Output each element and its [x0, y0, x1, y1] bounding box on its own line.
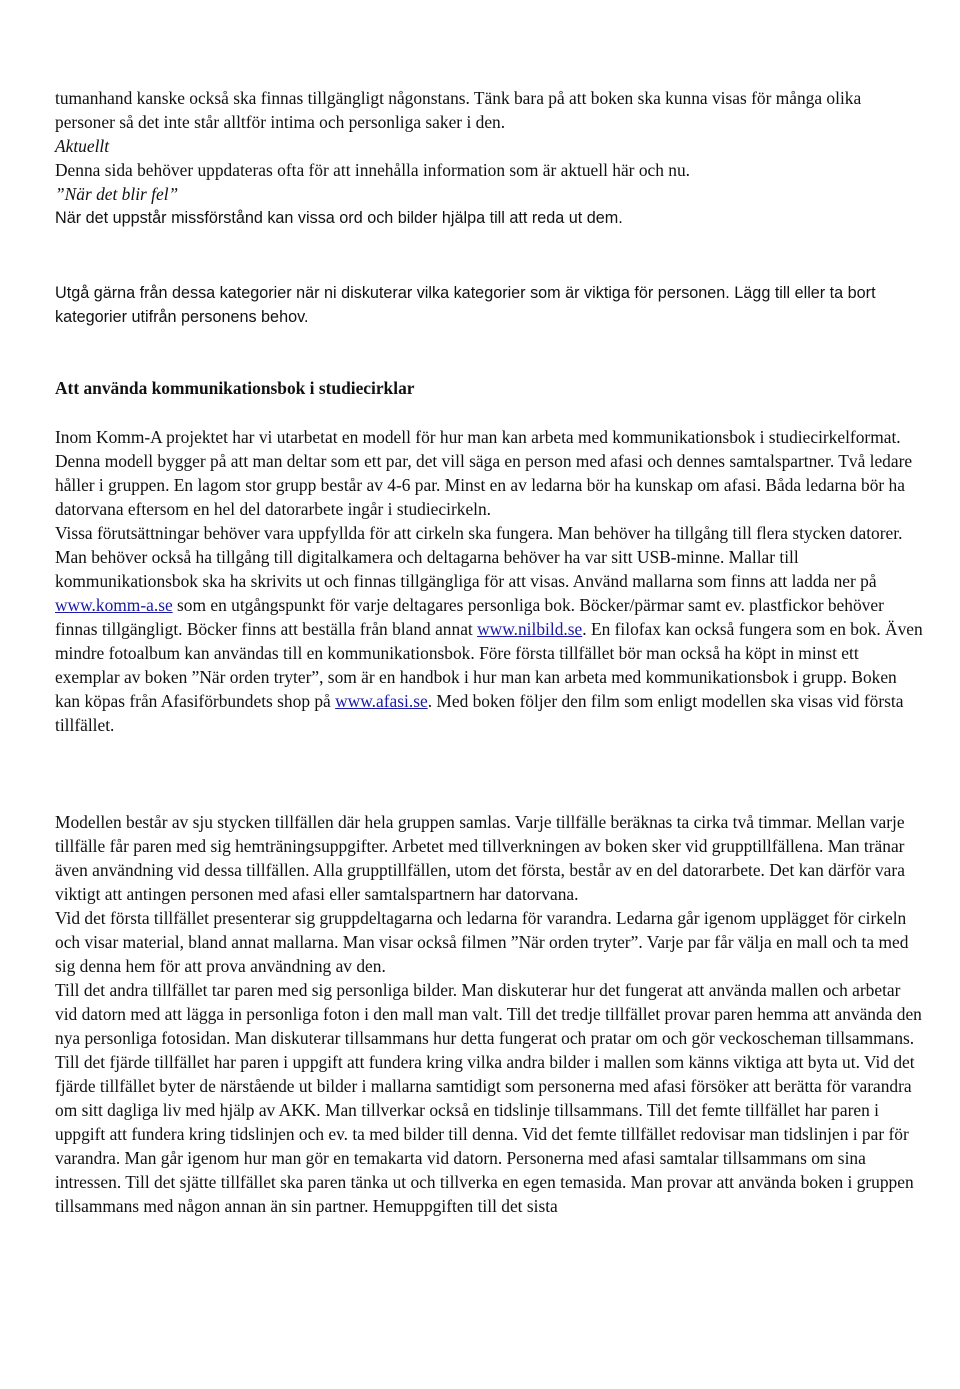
paragraph-forsta-tillfallet: Vid det första tillfället presenterar sig gruppdeltagarna och ledarna för varandra. Ledarna går igenom upplägget för cirkeln och visar material, bland annat mallarna. Man visar också filmen ”När orden tryter”. Varje par får välja en mall och ta med sig denna hem för att prova användning av den. [55, 908, 909, 976]
section-heading-block [55, 376, 925, 400]
paragraph-forutsattningar [55, 521, 925, 737]
fel-heading: ”När det blir fel” [55, 184, 179, 204]
fel-block [55, 182, 925, 206]
intro-paragraph: tumanhand kanske också ska finnas tillgängligt någonstans. Tänk bara på att boken ska kunna visas för många olika personer så det inte står alltför intima och personliga saker i den. [55, 88, 862, 132]
fel-text-block [55, 206, 925, 230]
nilbild-link[interactable]: www.nilbild.se [477, 619, 583, 639]
intro-block [55, 86, 925, 182]
afasi-link[interactable]: www.afasi.se [335, 691, 428, 711]
paragraph-modell: Inom Komm-A projektet har vi utarbetat en modell för hur man kan arbeta med kommunikationsbok i studiecirkelformat. Denna modell bygger på att man deltar som ett par, det vill säga en person med afasi och dennes samtalspartner. Två ledare håller i gruppen. En lagom stor grupp består av 4-6 par. Minst en av ledarna bör ha kunskap om afasi. Båda ledarna bör ha datorvana eftersom en hel del datorarbete ingår i studiecirkeln. [55, 427, 913, 519]
text-segment: . En filofax kan också fungera som en bok. Även mindre fotoalbum kan användas till en kommunikationsbok. Före första tillfället bör man också ha köpt in minst ett exemplar av boken ”När orden tryter”, som är en handbok i hur man kan arbeta med kommunikationsbok i grupp. Boken kan köpas från Afasiförbundets shop på [55, 619, 923, 711]
komm-a-link[interactable]: www.komm-a.se [55, 595, 173, 615]
section-body-2 [55, 810, 925, 1218]
aktuellt-text: Denna sida behöver uppdateras ofta för att innehålla information som är aktuell här och nu. [55, 160, 691, 180]
text-segment: som en utgångspunkt för varje deltagares personliga bok. Böcker/pärmar samt ev. plastfickor behöver finnas tillgängligt. Böcker finns att beställa från bland annat [55, 595, 884, 639]
kategorier-text: Utgå gärna från dessa kategorier när ni diskuterar vilka kategorier som är viktiga för personen. Lägg till eller ta bort kategorier utifrån personens behov. [55, 284, 876, 326]
text-segment: Vissa förutsättningar behöver vara uppfyllda för att cirkeln ska fungera. Man behöver ha tillgång till flera stycken datorer. Man behöver också ha tillgång till digitalkamera och deltagarna behöver ha var sitt USB-minne. Mallar till kommunikationsbok ska ha skrivits ut och finnas tillgängliga för att visas. Använd mallarna som finns att ladda ner på [55, 523, 903, 591]
section-heading: Att använda kommunikationsbok i studiecirklar [55, 378, 415, 398]
paragraph-modellen: Modellen består av sju stycken tillfällen där hela gruppen samlas. Varje tillfälle beräknas ta cirka två timmar. Mellan varje tillfälle får paren med sig hemträningsuppgifter. Arbetet med tillverkningen av boken sker vid grupptillfällena. Man tränar även användning vid dessa tillfällen. Alla grupptillfällen, utom det första, består av en del datorarbete. Det kan därför vara viktigt att antingen personen med afasi eller samtalspartnern har datorvana. [55, 812, 905, 904]
section-body-1 [55, 425, 925, 737]
kategorier-block [55, 281, 925, 329]
text-segment: . Med boken följer den film som enligt modellen ska visas vid första tillfället. [55, 691, 904, 735]
aktuellt-heading: Aktuellt [55, 136, 110, 156]
fel-text: När det uppstår missförstånd kan vissa ord och bilder hjälpa till att reda ut dem. [55, 209, 623, 227]
paragraph-andra-tillfallet: Till det andra tillfället tar paren med sig personliga bilder. Man diskuterar hur det fungerat att använda mallen och arbetar vid datorn med att lägga in personliga foton i den mall man valt. Till det tredje tillfället provar paren hemma att använda den nya personliga fotosidan. Man diskuterar tillsammans hur detta fungerat och pratar om och gör veckoscheman tillsammans. Till det fjärde tillfället har paren i uppgift att fundera kring vilka andra bilder i mallen som känns viktiga att byta ut. Vid det fjärde tillfället byter de närstående ut bilder i mallarna samtidigt som personerna med afasi försöker att berätta för varandra om sitt dagliga liv med hjälp av AKK. Man tillverkar också en tidslinje tillsammans. Till det femte tillfället har paren i uppgift att fundera kring tidslinjen och ev. ta med bilder till denna. Vid det femte tillfället redovisar man tidslinjen i par för varandra. Man går igenom hur man gör en temakarta vid datorn. Personerna med afasi samtalar tillsammans om sina intressen. Till det sjätte tillfället ska paren tänka ut och tillverka en egen temasida. Man provar att använda boken i gruppen tillsammans med någon annan än sin partner. Hemuppgiften till det sista [55, 980, 922, 1216]
